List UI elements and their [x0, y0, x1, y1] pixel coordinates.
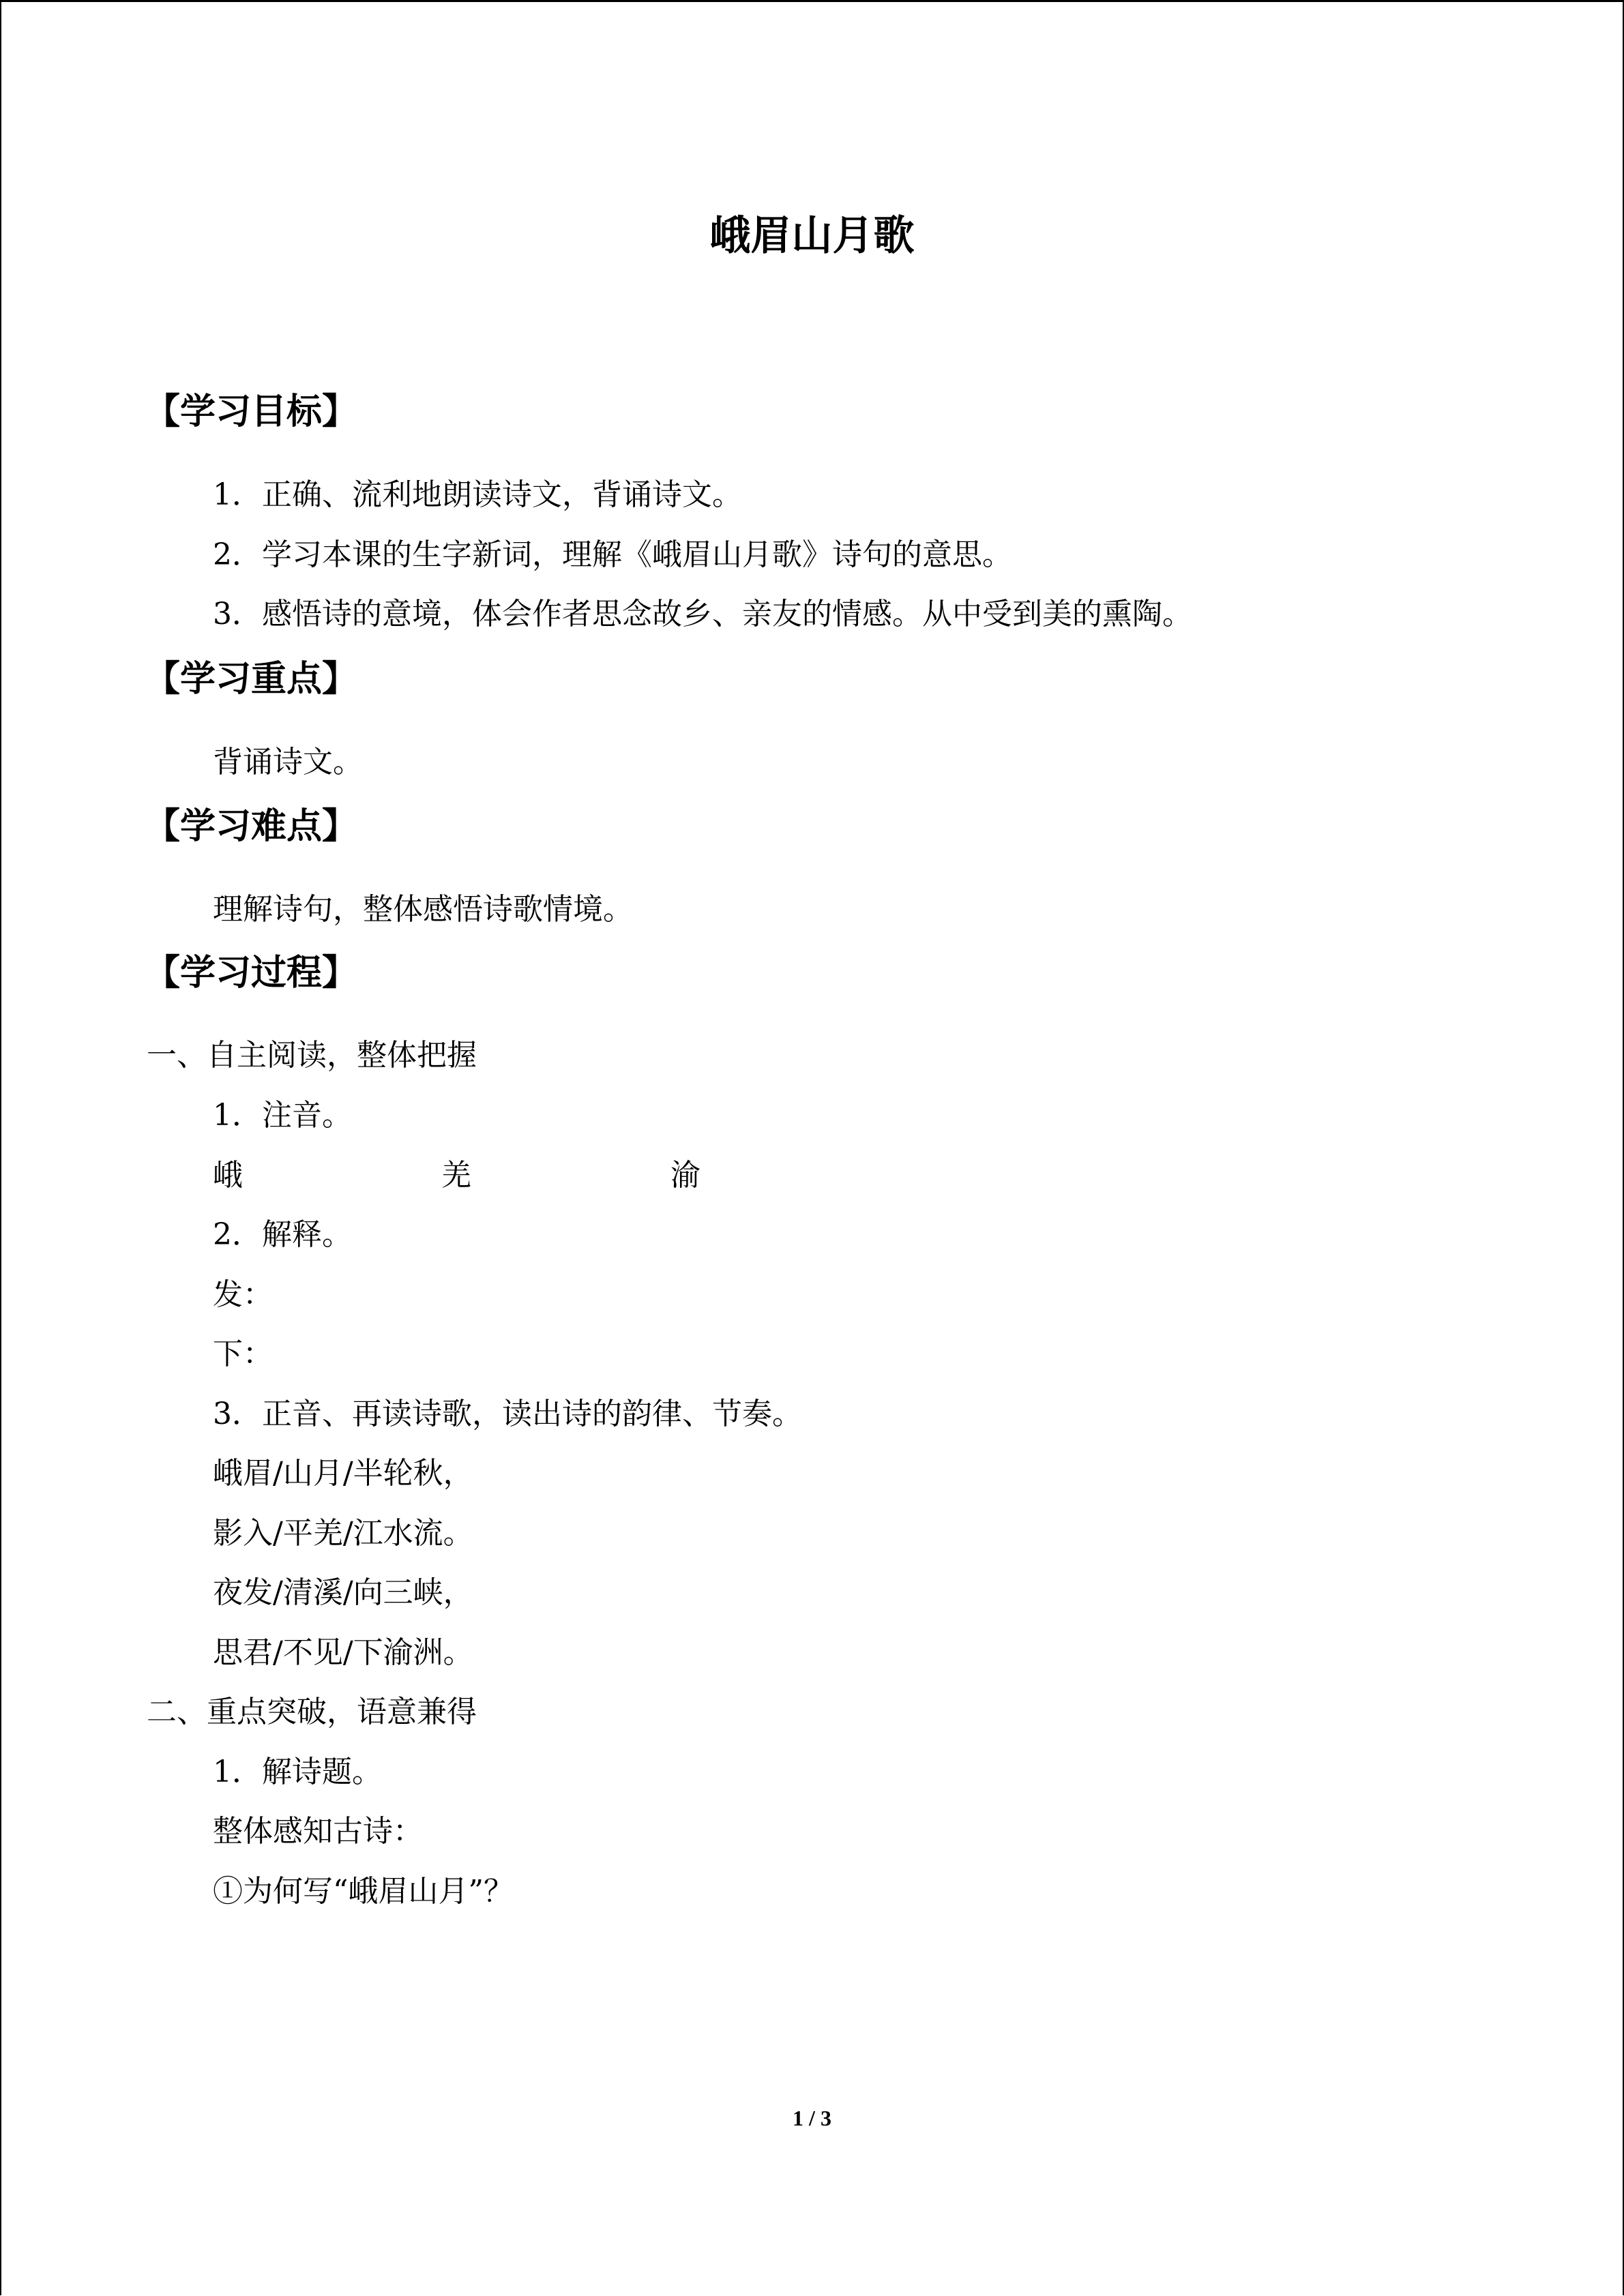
- explain-item-1: 发：: [213, 1277, 273, 1312]
- char-3: 渝: [670, 1158, 700, 1193]
- poem-line-2: 影入/平羌/江水流。: [213, 1516, 473, 1551]
- char-2: 羌: [441, 1158, 471, 1193]
- part1-q2: 2．解释。: [213, 1217, 352, 1252]
- difficulty-text: 理解诗句，整体感悟诗歌情境。: [213, 892, 633, 927]
- part2-question: ①为何写“峨眉山月”？: [213, 1874, 514, 1909]
- explain-item-2: 下：: [213, 1337, 273, 1371]
- page-title: 峨眉山月歌: [709, 212, 915, 260]
- page-number: 1 / 3: [793, 2106, 831, 2130]
- char-1: 峨: [213, 1158, 243, 1193]
- goal-item-2: 2．学习本课的生字新词，理解《峨眉山月歌》诗句的意思。: [213, 537, 1012, 572]
- section-heading-goals: 【学习目标】: [145, 391, 358, 432]
- part1-title: 一、自主阅读，整体把握: [147, 1038, 477, 1073]
- section-heading-key-point: 【学习重点】: [145, 659, 358, 700]
- section-heading-process: 【学习过程】: [145, 953, 358, 994]
- goal-item-1: 1．正确、流利地朗读诗文，背诵诗文。: [213, 477, 742, 512]
- part2-q1: 1．解诗题。: [213, 1755, 382, 1789]
- poem-line-3: 夜发/清溪/向三峡，: [213, 1575, 473, 1610]
- part2-intro: 整体感知古诗：: [213, 1814, 423, 1849]
- section-heading-difficulty: 【学习难点】: [145, 806, 358, 847]
- part1-q3: 3．正音、再读诗歌，读出诗的韵律、节奏。: [213, 1397, 802, 1431]
- part2-title: 二、重点突破，语意兼得: [147, 1695, 477, 1729]
- key-point-text: 背诵诗文。: [213, 745, 363, 779]
- poem-line-1: 峨眉/山月/半轮秋，: [213, 1456, 473, 1491]
- poem-line-4: 思君/不见/下渝洲。: [213, 1635, 473, 1670]
- goal-item-3: 3．感悟诗的意境，体会作者思念故乡、亲友的情感。从中受到美的熏陶。: [213, 597, 1192, 631]
- part1-q1: 1．注音。: [213, 1098, 352, 1133]
- pinyin-char-row: [0, 1158, 1624, 1195]
